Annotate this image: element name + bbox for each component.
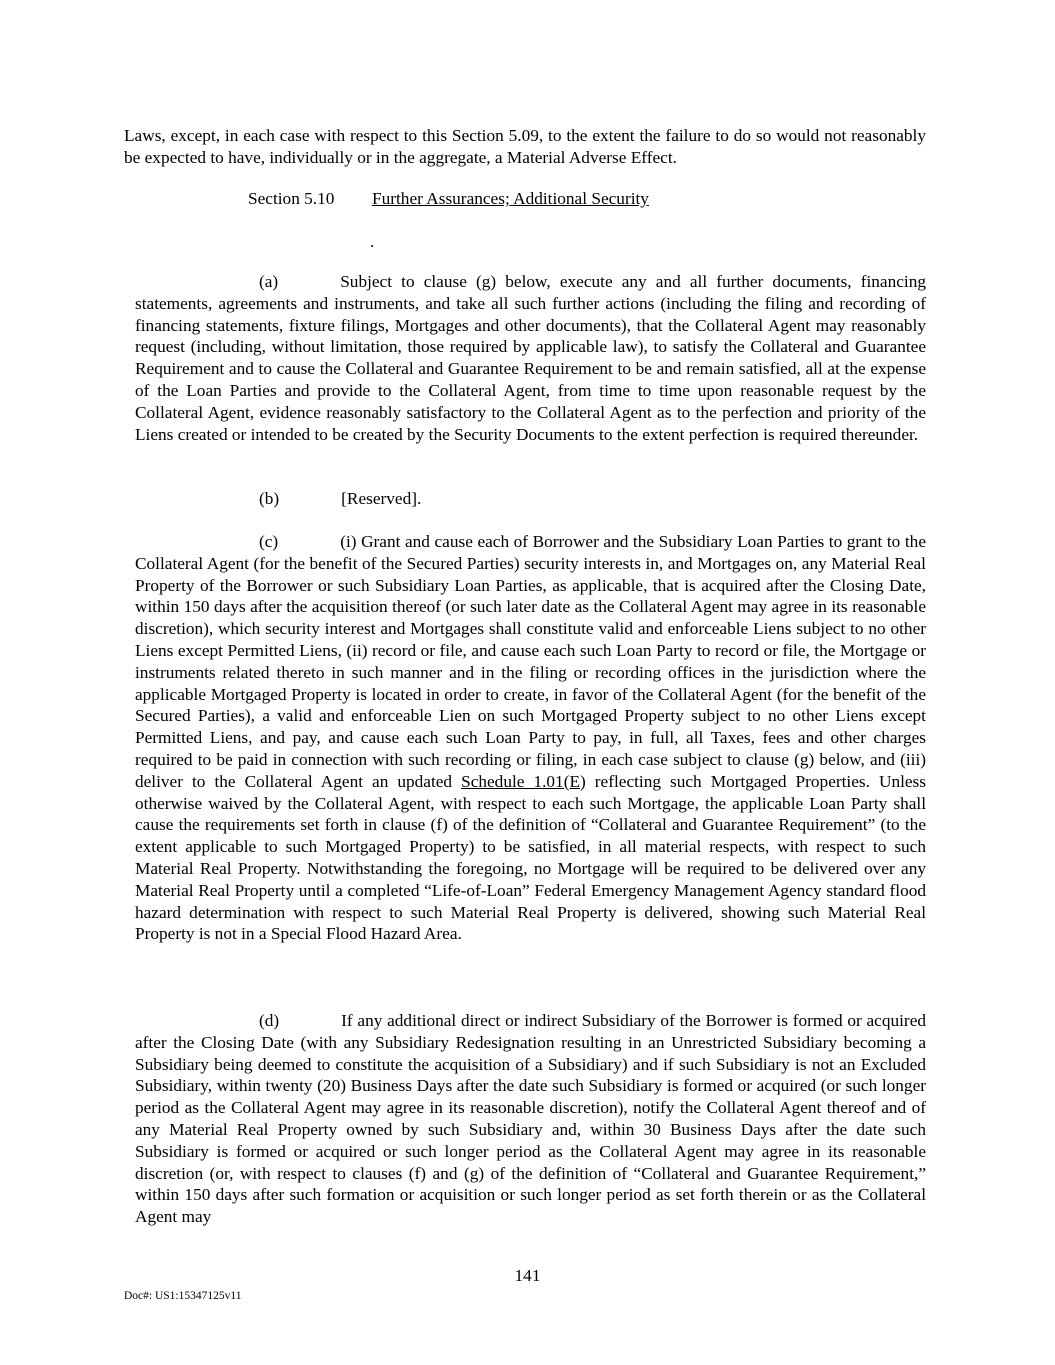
paragraph-c-label: (c) — [259, 532, 279, 551]
paragraph-a-text: Subject to clause (g) below, execute any and all further documents, financing statements, agreements and instruments, and take all such further actions (including the filing and recording of financing statements, fixture filings, Mortgages and other documents), that the Collateral Agent may reasonably request (including, without limitation, those required by applicable law), to satisfy the Collateral and Guarantee Requirement and to cause the Collateral and Guarantee Requirement to be and remain satisfied, all at the expense of the Loan Parties and provide to the Collateral Agent, from time to time upon reasonable request by the Collateral Agent, evidence reasonably satisfactory to the Collateral Agent as to the perfection and priority of the Liens created or intended to be created by the Security Documents to the extent perfection is required thereunder. — [135, 272, 926, 444]
paragraph-c-text-2: reflecting such Mortgaged Properties. Unless otherwise waived by the Collateral Agent, with respect to each such Mortgage, the applicable Loan Party shall cause the requirements set forth in clause (f) of the definition of “Collateral and Guarantee Requirement” (to the extent applicable to such Mortgaged Property) to be satisfied, in all material respects, with respect to such Material Real Property. Notwithstanding the foregoing, no Mortgage will be required to be delivered over any Material Real Property until a completed “Life-of-Loan” Federal Emergency Management Agency standard flood hazard determination with respect to such Material Real Property is delivered, showing such Material Real Property is not in a Special Flood Hazard Area. — [135, 771, 927, 944]
paragraph-c-text-1: (i) Grant and cause each of Borrower and the Subsidiary Loan Parties to grant to the Collateral Agent (for the benefit of the Secured Parties) security interests in, and Mortgages on, any Material Real Property of the Borrower or such Subsidiary Loan Parties, as applicable, that is acquired after the Closing Date, within 150 days after the acquisition thereof (or such later date as the Collateral Agent may agree in its reasonable discretion), which security interest and Mortgages shall constitute valid and enforceable Liens subject to no other Liens except Permitted Liens, (ii) record or file, and cause each such Loan Party to record or file, the Mortgage or instruments related thereto in such manner and in the filing or recording offices in the jurisdiction where the applicable Mortgaged Property is located in order to create, in favor of the Collateral Agent (for the benefit of the Secured Parties), a valid and enforceable Lien on such Mortgaged Property subject to no other Liens except Permitted Liens, and pay, and cause each such Loan Party to pay, in full, all Taxes, fees and other charges required to be paid in connection with such recording or filing, in each case subject to clause (g) below, and (iii) deliver to the Collateral Agent an updated — [135, 532, 926, 791]
paragraph-b-text: [Reserved]. — [341, 489, 422, 508]
paragraph-d-label: (d) — [259, 1011, 280, 1030]
intro-paragraph: Laws, except, in each case with respect to this Section 5.09, to the extent the failure to do so would not reasonably be expected to have, individually or in the aggregate, a Material Adverse Effect. — [124, 126, 926, 167]
paragraph-d — [135, 1010, 926, 1228]
page-number: 141 — [514, 1266, 541, 1285]
paragraph-a-label: (a) — [259, 272, 279, 291]
paragraph-d-text: If any additional direct or indirect Subsidiary of the Borrower is formed or acquired after the Closing Date (with any Subsidiary Redesignation resulting in an Unrestricted Subsidiary becoming a Subsidiary being deemed to constitute the acquisition of a Subsidiary) and if such Subsidiary is not an Excluded Subsidiary, within twenty (20) Business Days after the date such Subsidiary is formed or acquired (or such longer period as the Collateral Agent may agree in its reasonable discretion), notify the Collateral Agent thereof and of any Material Real Property owned by such Subsidiary and, within 30 Business Days after the date such Subsidiary is formed or acquired or such longer period as the Collateral Agent may agree in its reasonable discretion (or, with respect to clauses (f) and (g) of the definition of “Collateral and Guarantee Requirement,” within 150 days after such formation or acquisition or such longer period as set forth therein or as the Collateral Agent may — [135, 1011, 926, 1227]
paragraph-b — [135, 488, 926, 510]
section-number: Section 5.10 — [248, 189, 335, 208]
section-trailing-period: . — [370, 232, 375, 251]
section-title: Further Assurances; Additional Security — [372, 189, 649, 208]
schedule-reference: Schedule 1.01(E) — [461, 771, 586, 791]
section-heading — [248, 188, 649, 210]
document-id: Doc#: US1:15347125v11 — [124, 1290, 242, 1302]
paragraph-a — [135, 271, 926, 445]
paragraph-c — [135, 531, 926, 945]
paragraph-b-label: (b) — [259, 489, 280, 508]
